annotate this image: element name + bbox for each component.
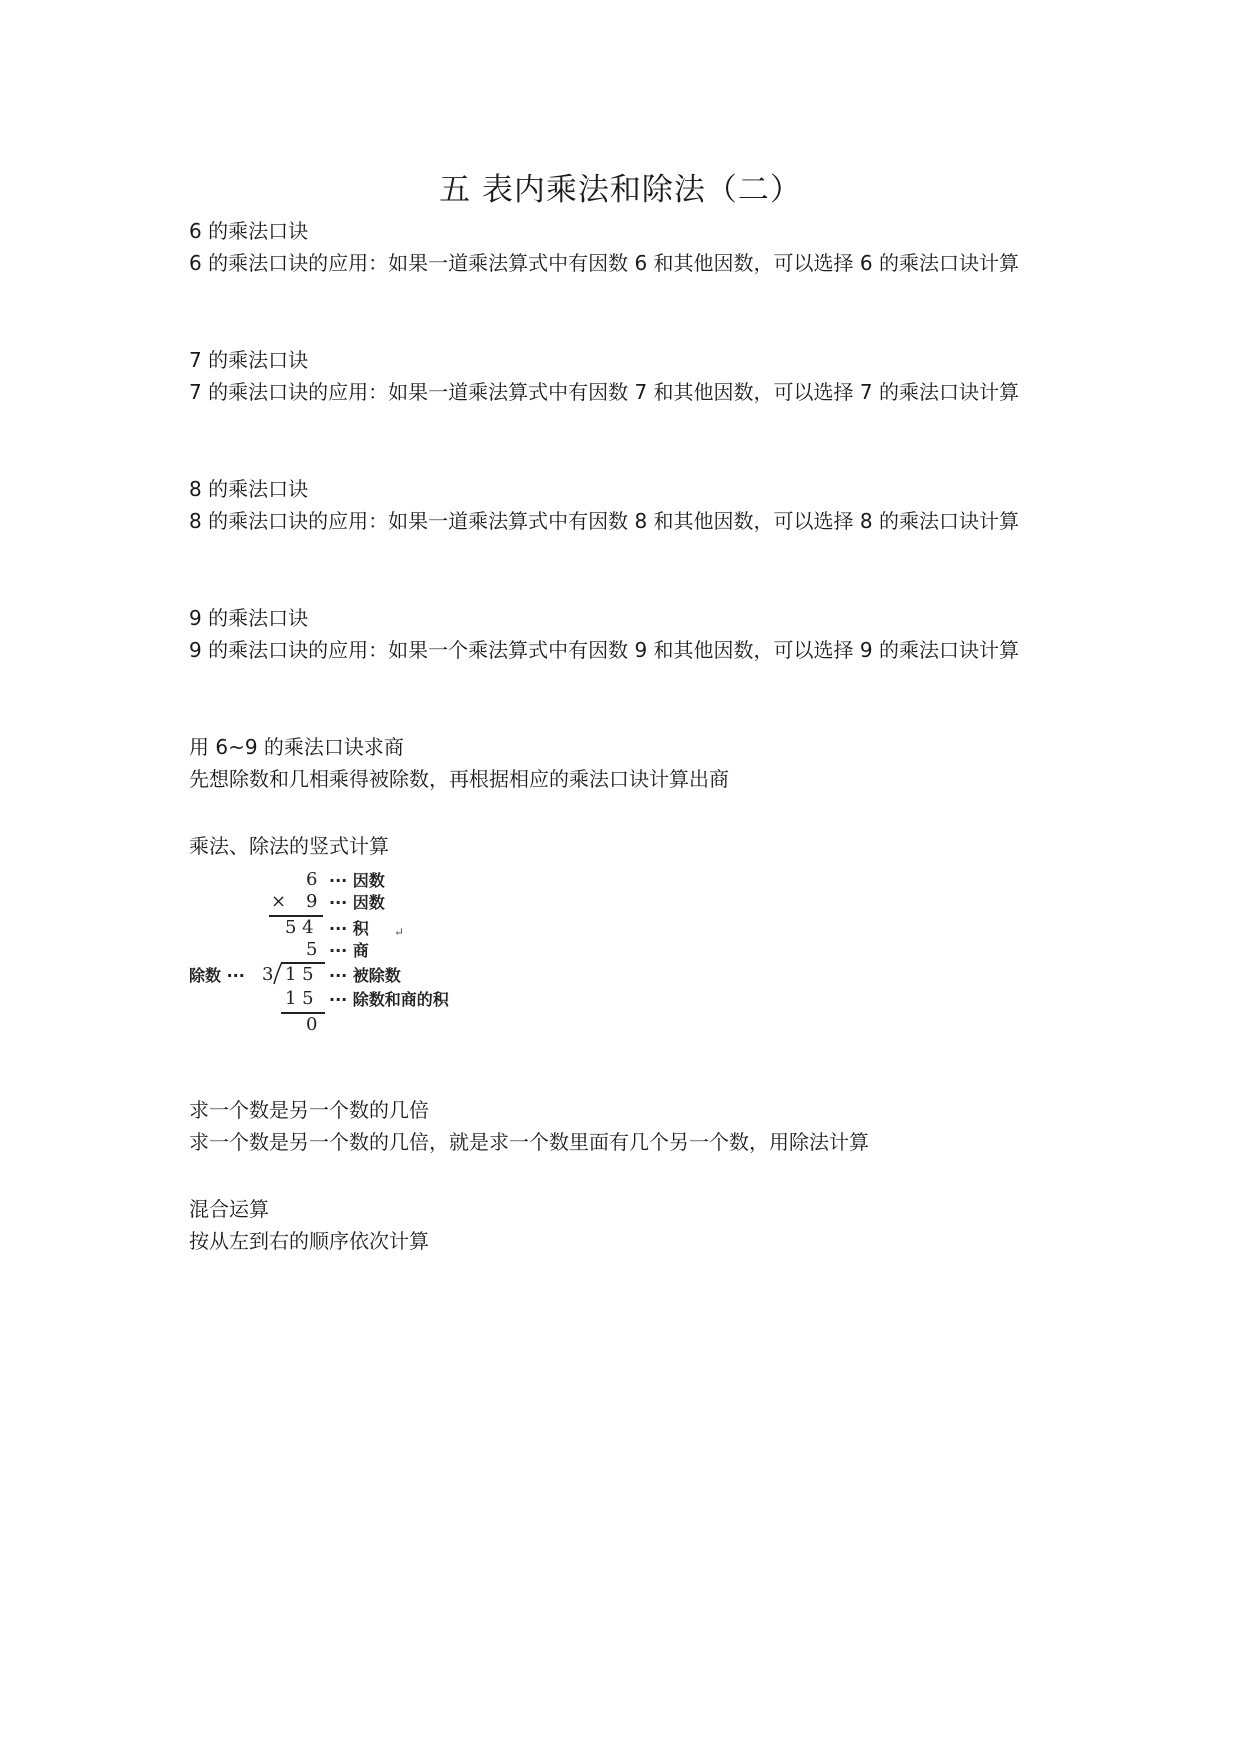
label-dividend: ··· 被除数 [329, 966, 401, 985]
section-heading-6: 6 的乘法口诀 [189, 219, 309, 243]
remainder: 0 [306, 1014, 318, 1035]
return-mark-icon: ↵ [394, 925, 405, 939]
label-factor-1: ··· 因数 [329, 871, 385, 890]
section-heading-mixed: 混合运算 [189, 1197, 269, 1221]
label-factor-2: ··· 因数 [329, 893, 385, 912]
times-sign: × [271, 891, 287, 912]
section-body-7: 7 的乘法口诀的应用：如果一道乘法算式中有因数 7 和其他因数，可以选择 7 的乘法口诀计算 [189, 380, 1019, 404]
section-body-quotient: 先想除数和几相乘得被除数，再根据相应的乘法口诀计算出商 [189, 767, 729, 791]
vertical-calculation-diagram [189, 870, 509, 1040]
section-heading-9: 9 的乘法口诀 [189, 606, 309, 630]
section-body-mixed: 按从左到右的顺序依次计算 [189, 1229, 429, 1253]
section-heading-multiples: 求一个数是另一个数的几倍 [189, 1098, 429, 1122]
division-bracket-icon [273, 961, 285, 985]
remainder-line [281, 1012, 325, 1014]
factor-1: 6 [306, 869, 318, 890]
section-heading-7: 7 的乘法口诀 [189, 348, 309, 372]
partial-product: 1 5 [285, 988, 314, 1009]
page-title: 五 表内乘法和除法（二） [439, 172, 802, 208]
section-body-9: 9 的乘法口诀的应用：如果一个乘法算式中有因数 9 和其他因数，可以选择 9 的乘法口诀计算 [189, 638, 1019, 662]
label-product: ··· 积 [329, 919, 369, 938]
section-heading-vertical: 乘法、除法的竖式计算 [189, 834, 389, 858]
factor-2: 9 [306, 891, 318, 912]
dividend: 1 5 [285, 964, 314, 985]
quotient: 5 [306, 939, 318, 960]
section-body-8: 8 的乘法口诀的应用：如果一道乘法算式中有因数 8 和其他因数，可以选择 8 的乘法口诀计算 [189, 509, 1019, 533]
section-body-multiples: 求一个数是另一个数的几倍，就是求一个数里面有几个另一个数，用除法计算 [189, 1130, 869, 1154]
divisor: 3 [262, 964, 274, 985]
section-heading-quotient: 用 6~9 的乘法口诀求商 [189, 735, 404, 759]
section-body-6: 6 的乘法口诀的应用：如果一道乘法算式中有因数 6 和其他因数，可以选择 6 的乘法口诀计算 [189, 251, 1019, 275]
section-heading-8: 8 的乘法口诀 [189, 477, 309, 501]
divisor-label: 除数 ··· [189, 966, 245, 985]
label-quotient: ··· 商 [329, 941, 369, 960]
product: 5 4 [285, 917, 314, 938]
label-partial-product: ··· 除数和商的积 [329, 990, 449, 1009]
